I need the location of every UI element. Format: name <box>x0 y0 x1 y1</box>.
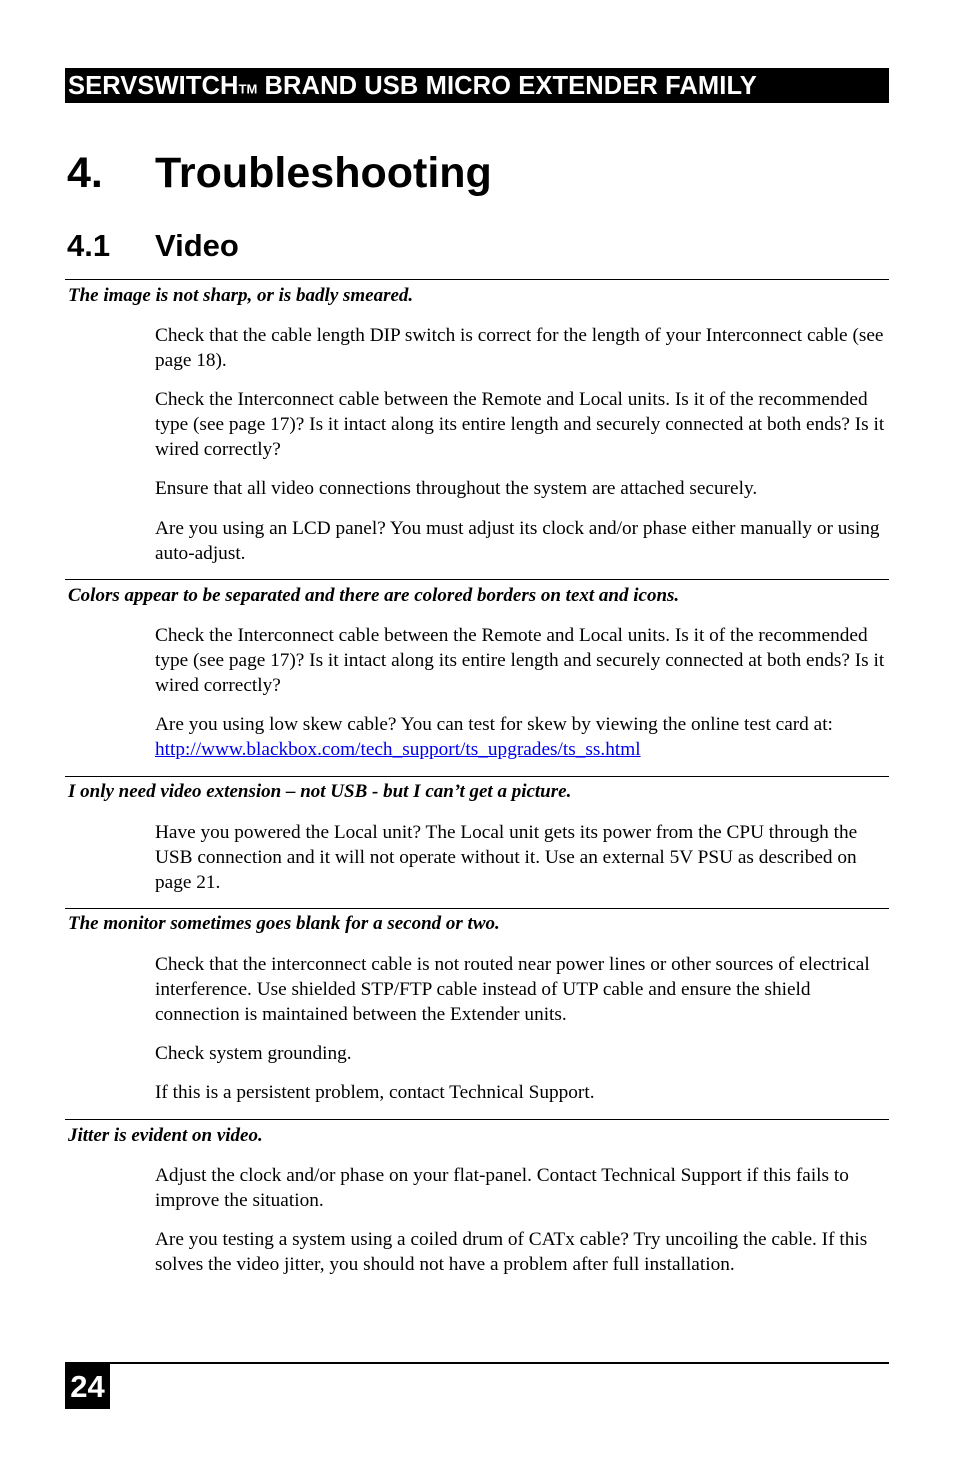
paragraph: If this is a persistent problem, contact Technical Support. <box>155 1082 595 1103</box>
chapter-heading <box>67 145 492 201</box>
header-product-family: BRAND USB MICRO EXTENDER FAMILY <box>257 72 757 100</box>
problem-title: Colors appear to be separated and there are colored borders on text and icons. <box>68 585 680 606</box>
paragraph: Are you using an LCD panel? You must adjust its clock and/or phase either manually or using auto-adjust. <box>155 518 880 564</box>
paragraph: Check the Interconnect cable between the Remote and Local units. Is it of the recommended type (see page 17)? Is it intact along its entire length and securely connected at both ends? Is it wired correctly? <box>155 389 885 460</box>
page-number: 24 <box>65 1364 110 1409</box>
paragraph: Check system grounding. <box>155 1043 352 1064</box>
section-heading <box>67 226 239 266</box>
paragraph: Have you powered the Local unit? The Local unit gets its power from the CPU through the USB connection and it will not operate without it. Use an external 5V PSU as described on page 21. <box>155 822 858 893</box>
divider <box>65 776 889 777</box>
footer-rule <box>65 1362 889 1364</box>
divider <box>65 1119 889 1120</box>
paragraph: Adjust the clock and/or phase on your flat-panel. Contact Technical Support if this fails to improve the situation. <box>155 1165 849 1211</box>
running-header <box>65 68 889 103</box>
divider <box>65 908 889 909</box>
paragraph: Are you testing a system using a coiled drum of CATx cable? Try uncoiling the cable. If this solves the video jitter, you should not have a problem after full installation. <box>155 1229 868 1275</box>
paragraph: Check the Interconnect cable between the Remote and Local units. Is it of the recommended type (see page 17)? Is it intact along its entire length and securely connected at both ends? Is it wired correctly? <box>155 625 885 696</box>
divider <box>65 279 889 280</box>
divider <box>65 579 889 580</box>
brand-name: SERVSWITCH <box>68 72 239 100</box>
paragraph: Check that the cable length DIP switch is correct for the length of your Interconnect cable (see page 18). <box>155 325 884 371</box>
problem-title: The monitor sometimes goes blank for a second or two. <box>68 913 500 934</box>
running-header-title <box>68 72 757 104</box>
problem-title: I only need video extension – not USB - but I can’t get a picture. <box>68 781 572 802</box>
problem-title: The image is not sharp, or is badly smeared. <box>68 285 414 306</box>
paragraph: Ensure that all video connections throughout the system are attached securely. <box>155 478 758 499</box>
trademark-symbol: TM <box>238 81 258 97</box>
section-title: Video <box>155 228 239 263</box>
problem-title: Jitter is evident on video. <box>68 1125 263 1146</box>
paragraph-with-link <box>155 712 890 762</box>
paragraph: Check that the interconnect cable is not routed near power lines or other sources of electrical interference. Use shielded STP/FTP cable instead of UTP cable and ensure the shield connection is maintained between the Extender units. <box>155 954 870 1025</box>
paragraph-text: Are you using low skew cable? You can test for skew by viewing the online test card at: <box>155 714 833 735</box>
chapter-title: Troubleshooting <box>155 149 492 197</box>
section-number: 4.1 <box>67 228 111 263</box>
test-card-link[interactable]: http://www.blackbox.com/tech_support/ts_upgrades/ts_ss.html <box>155 739 641 760</box>
chapter-number: 4. <box>67 149 103 197</box>
